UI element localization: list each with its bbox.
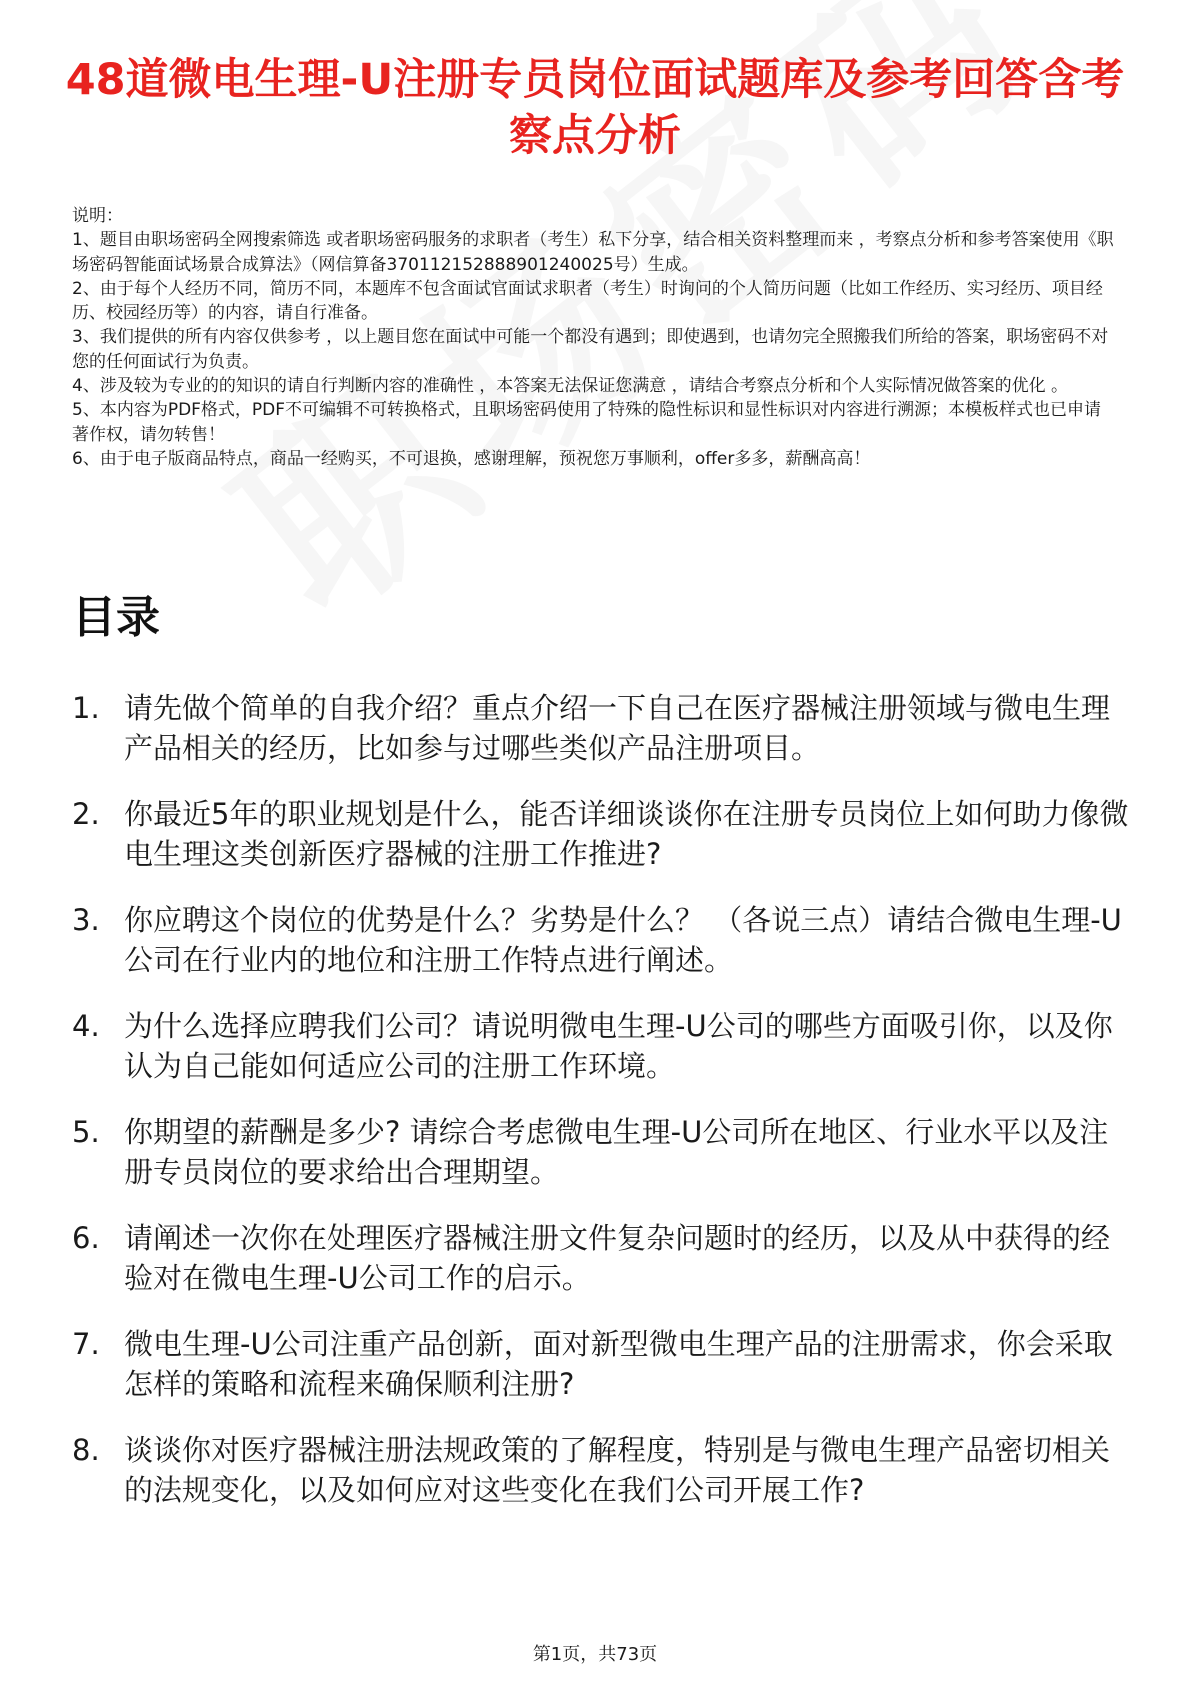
toc-item-text: 请阐述一次你在处理医疗器械注册文件复杂问题时的经历，以及从中获得的经验对在微电生理-U公司工作的启示。 (124, 1221, 1111, 1295)
toc-heading: 目录 (72, 592, 160, 643)
toc-item-5[interactable] (72, 1112, 1132, 1192)
toc-item-text: 微电生理-U公司注重产品创新，面对新型微电生理产品的注册需求，你会采取怎样的策略和流程来确保顺利注册? (124, 1327, 1113, 1401)
notes-heading: 说明： (72, 206, 123, 226)
toc-item-number: 7. (72, 1327, 100, 1361)
toc-item-text: 为什么选择应聘我们公司？请说明微电生理-U公司的哪些方面吸引你，以及你认为自己能如何适应公司的注册工作环境。 (124, 1009, 1113, 1083)
notes-section (72, 204, 1118, 471)
toc-item-2[interactable] (72, 794, 1132, 874)
toc-item-number: 8. (72, 1433, 100, 1467)
toc-item-7[interactable] (72, 1324, 1132, 1404)
toc-item-number: 3. (72, 903, 100, 937)
toc-item-number: 6. (72, 1221, 100, 1255)
toc-item-number: 1. (72, 691, 100, 725)
toc-item-text: 你期望的薪酬是多少? 请综合考虑微电生理-U公司所在地区、行业水平以及注册专员岗位的要求给出合理期望。 (124, 1115, 1109, 1189)
toc-list (72, 688, 1132, 1536)
toc-item-text: 谈谈你对医疗器械注册法规政策的了解程度，特别是与微电生理产品密切相关的法规变化，以及如何应对这些变化在我们公司开展工作? (124, 1433, 1111, 1507)
note-item-4: 4、涉及较为专业的的知识的请自行判断内容的准确性 ，本答案无法保证您满意 ，请结合考察点分析和个人实际情况做答案的优化 。 (72, 376, 1069, 397)
note-item-6: 6、由于电子版商品特点，商品一经购买，不可退换，感谢理解，预祝您万事顺利，offer多多，薪酬高高！ (72, 448, 871, 469)
document-title: 48道微电生理-U注册专员岗位面试题库及参考回答含考察点分析 (65, 55, 1125, 161)
toc-item-text: 请先做个简单的自我介绍？重点介绍一下自己在医疗器械注册领域与微电生理产品相关的经历，比如参与过哪些类似产品注册项目。 (124, 691, 1111, 765)
toc-item-number: 5. (72, 1115, 100, 1149)
page-number-footer: 第1页，共73页 (532, 1644, 658, 1665)
toc-item-number: 2. (72, 797, 100, 831)
toc-item-text: 你最近5年的职业规划是什么，能否详细谈谈你在注册专员岗位上如何助力像微电生理这类创新医疗器械的注册工作推进? (124, 797, 1129, 871)
toc-item-8[interactable] (72, 1430, 1132, 1510)
toc-item-1[interactable] (72, 688, 1132, 768)
note-item-2: 2、由于每个人经历不同，简历不同，本题库不包含面试官面试求职者（考生）时询问的个人简历问题（比如工作经历、实习经历、项目经历、校园经历等）的内容，请自行准备。 (72, 278, 1103, 324)
toc-item-number: 4. (72, 1009, 100, 1043)
note-item-1: 1、题目由职场密码全网搜索筛选 或者职场密码服务的求职者（考生）私下分享，结合相关资料整理而来 ，考察点分析和参考答案使用《职场密码智能面试场景合成算法》（网信算备370112152888901240025号）生成。 (72, 230, 1114, 275)
toc-item-6[interactable] (72, 1218, 1132, 1298)
toc-item-text: 你应聘这个岗位的优势是什么？劣势是什么？ （各说三点）请结合微电生理-U公司在行业内的地位和注册工作特点进行阐述。 (124, 903, 1122, 977)
toc-item-3[interactable] (72, 900, 1132, 980)
toc-item-4[interactable] (72, 1006, 1132, 1086)
note-item-5: 5、本内容为PDF格式，PDF不可编辑不可转换格式，且职场密码使用了特殊的隐性标识和显性标识对内容进行溯源；本模板样式也已申请著作权，请勿转售！ (72, 400, 1102, 445)
note-item-3: 3、我们提供的所有内容仅供参考 ，以上题目您在面试中可能一个都没有遇到；即使遇到，也请勿完全照搬我们所给的答案，职场密码不对您的任何面试行为负责。 (72, 327, 1109, 372)
